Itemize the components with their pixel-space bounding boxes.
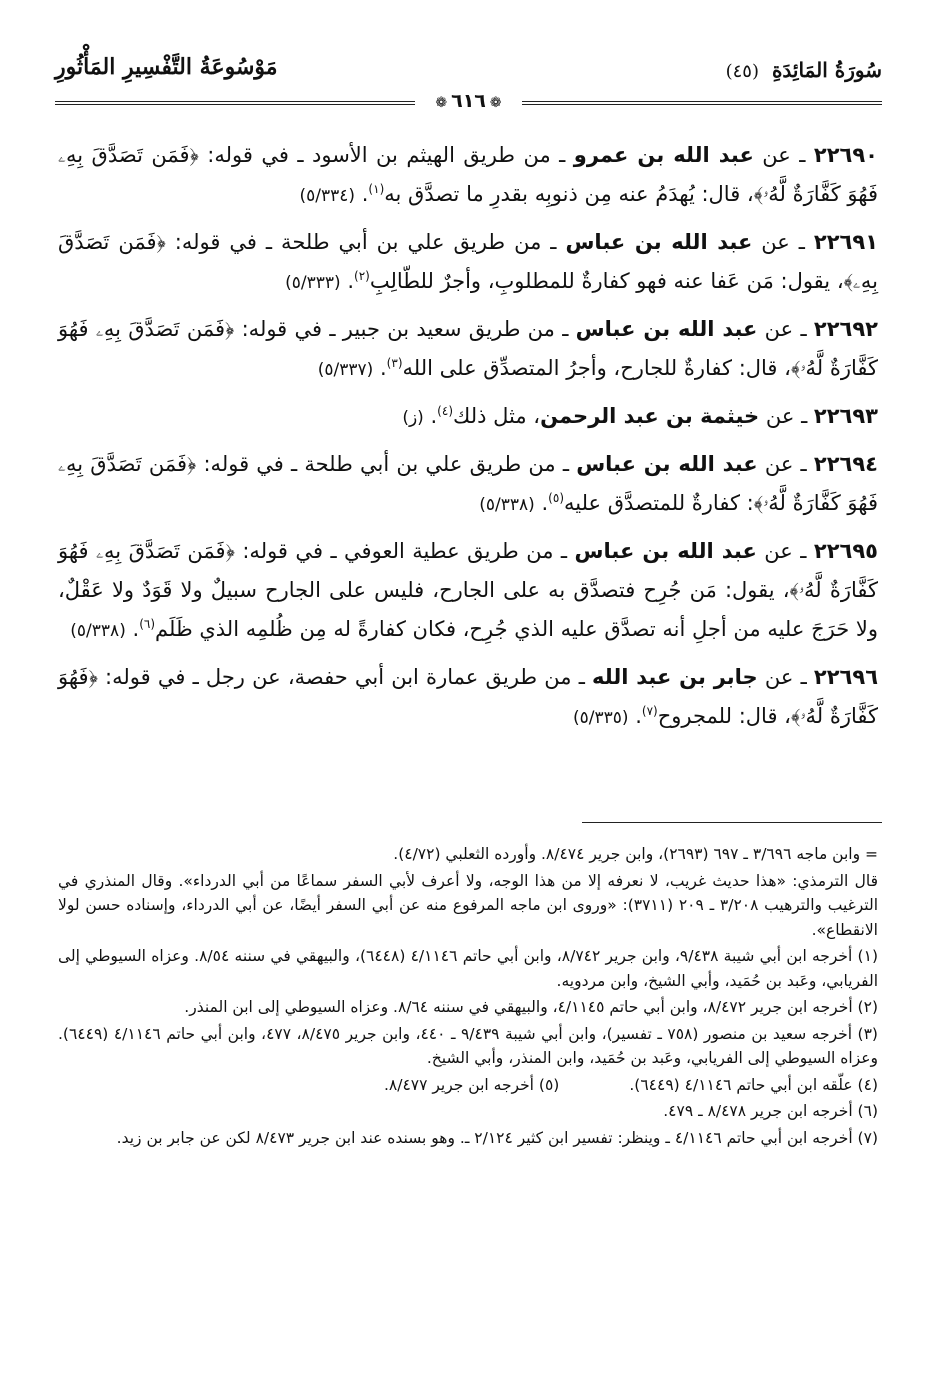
narration-entry: ٢٢٦٩٢ ـ عن عبد الله بن عباس ـ من طريق سعيد بن جبير ـ في قوله: ﴿فَمَن تَصَدَّقَ بِهِۦ فَهُوَ كَفَّارَةٌ لَّهُۥ﴾، قال: كفارةٌ للجارح، وأجرُ المتصدِّق على الله$^{(٣)}$. (٥/٣٣٧) <box>58 317 878 380</box>
narration-entry: ٢٢٦٩١ ـ عن عبد الله بن عباس ـ من طريق علي بن أبي طلحة ـ في قوله: ﴿فَمَن تَصَدَّقَ بِهِۦ﴾، يقول: مَن عَفا عنه فهو كفارةٌ للمطلوبِ، وأجرٌ للطّالِبِ$^{(٢)}$. (٥/٣٣٣) <box>58 230 879 293</box>
source-reference: (٥/٣٣٣) <box>285 273 341 293</box>
footnote: (٣) أخرجه سعيد بن منصور (٧٥٨ ـ تفسير)، وابن أبي شيبة ٩/٤٣٩ ـ ٤٤٠، وابن جرير ٨/٤٧٥، ٤٧٧، وابن أبي حاتم ٤/١١٤٦ (٦٤٤٩). وعزاه السيوطي إلى الفريابي، وعَبد بن حُمَيد، وابن المنذر، وأبي الشيخ. <box>58 1024 878 1067</box>
footnotes <box>58 842 878 1152</box>
source-reference: (ز) <box>402 408 424 428</box>
quran-quote: ﴿فَمَن تَصَدَّقَ بِهِۦ فَهُوَ كَفَّارَةٌ لَّهُۥ﴾ <box>58 539 878 602</box>
ornament-icon: ❁ <box>435 95 448 111</box>
narration-entry: ٢٢٦٩٣ ـ عن خيثمة بن عبد الرحمن، مثل ذلك$^{(٤)}$. (ز) <box>402 404 878 428</box>
book-title: مَوْسُوعَةُ التَّفْسِيرِ المَأْثُورِ <box>55 54 278 80</box>
quran-quote: ﴿فَمَن تَصَدَّقَ بِهِۦ فَهُوَ كَفَّارَةٌ لَّهُۥ﴾ <box>58 452 878 515</box>
source-reference: (٥/٣٣٥) <box>572 708 629 728</box>
footnote-marker: (٦) <box>139 617 156 631</box>
footnote: (١) أخرجه ابن أبي شيبة ٩/٤٣٨، وابن جرير ٨/٧٤٢، وابن أبي حاتم ٤/١١٤٦ (٦٤٤٨)، والبيهقي في سننه ٨/٥٤. وعزاه السيوطي إلى الفريابي، وعَبد بن حُمَيد، وأبي الشيخ، وابن مردويه. <box>58 947 878 990</box>
footnote-continuation: = وابن ماجه ٣/٦٩٦ ـ ٦٩٧ (٢٦٩٣)، وابن جرير ٨/٤٧٤. وأورده الثعلبي (٤/٧٢). <box>393 845 878 863</box>
verse-number: (٤٥) <box>725 61 759 82</box>
quran-quote: ﴿فَهُوَ كَفَّارَةٌ لَّهُۥ﴾ <box>58 665 878 728</box>
footnote: (٢) أخرجه ابن جرير ٨/٤٧٢، وابن أبي حاتم ٤/١١٤٥، والبيهقي في سننه ٨/٦٤. وعزاه السيوطي إلى ابن المنذر. <box>184 998 878 1016</box>
footnote-row <box>58 1073 878 1098</box>
source-reference: (٥/٣٣٤) <box>299 186 356 206</box>
footnote-marker: (٥) <box>548 491 564 505</box>
footnote-continuation: قال الترمذي: «هذا حديث غريب، لا نعرفه إلا من هذا الوجه، ولا أعرف لأبي السفر سماعًا من أبي الدرداء». وقال المنذري في الترغيب والترهيب ٣/٢٠٨ ـ ٢٠٩ (٣٧١١): «وروى ابن ماجه المرفوع منه عن أبي السفر أيضًا، عن أبي الدرداء، وإسناده حسن لولا الانقطاع». <box>58 871 878 939</box>
footnote: (٧) أخرجه ابن أبي حاتم ٤/١١٤٦ ـ وينظر: تفسير ابن كثير ٢/١٢٤ ـ. وهو بسنده عند ابن جرير ٨/٤٧٣ لكن عن جابر بن زيد. <box>116 1128 878 1147</box>
rule-line-left <box>55 101 415 105</box>
footnote-marker: (٢) <box>354 269 370 283</box>
footnote: (٥) أخرجه ابن جرير ٨/٤٧٧. <box>383 1075 560 1094</box>
surah-heading <box>726 58 882 82</box>
main-text <box>58 136 878 745</box>
narration-entry: ٢٢٦٩٦ ـ عن جابر بن عبد الله ـ من طريق عمارة ابن أبي حفصة، عن رجل ـ في قوله: ﴿فَهُوَ كَفَّارَةٌ لَّهُۥ﴾، قال: للمجروح$^{(٧)}$. (٥/٣٣٥) <box>58 665 879 728</box>
ornament-icon: ❁ <box>489 95 502 111</box>
quran-quote: ﴿فَمَن تَصَدَّقَ بِهِۦ فَهُوَ كَفَّارَةٌ لَّهُۥ﴾ <box>58 317 878 380</box>
footnote-separator <box>582 822 882 823</box>
footnote: (٦) أخرجه ابن جرير ٨/٤٧٨ ـ ٤٧٩. <box>663 1102 878 1120</box>
narration-entry: ٢٢٦٩٥ ـ عن عبد الله بن عباس ـ من طريق عطية العوفي ـ في قوله: ﴿فَمَن تَصَدَّقَ بِهِۦ فَهُوَ كَفَّارَةٌ لَّهُۥ﴾، يقول: مَن جُرِح فتصدَّق به على الجارح، فليس على الجارح سبيلٌ ولا قَوَدٌ ولا عَقْلٌ، ولا حَرَجَ عليه من أجلِ أنه تصدَّق عليه الذي جُرِح، فكان كفارةً له مِن ظُلمِه الذي ظَلَم$^{(٦)}$. (٥/٣٣٨) <box>58 539 878 641</box>
source-reference: (٥/٣٣٧) <box>317 360 374 380</box>
rule-line-right <box>522 101 882 105</box>
page-number: ❁٦١٦❁ <box>435 90 502 112</box>
narration-entry: ٢٢٦٩٠ ـ عن عبد الله بن عمرو ـ من طريق الهيثم بن الأسود ـ في قوله: ﴿فَمَن تَصَدَّقَ بِهِۦ فَهُوَ كَفَّارَةٌ لَّهُۥ﴾، قال: يُهدَمُ عنه مِن ذنوبِه بقدرِ ما تصدَّق به$^{(١)}$. (٥/٣٣٤) <box>58 143 878 206</box>
footnote-marker: (١) <box>368 182 385 196</box>
footnote: (٤) علّقه ابن أبي حاتم ٤/١١٤٦ (٦٤٤٩). <box>629 1075 878 1094</box>
surah-name: سُورَةُ المَائِدَةِ <box>771 58 882 82</box>
footnote-marker: (٣) <box>386 356 403 370</box>
source-reference: (٥/٣٣٨) <box>70 621 126 641</box>
quran-quote: ﴿فَمَن تَصَدَّقَ بِهِۦ﴾ <box>58 230 878 293</box>
narration-entry: ٢٢٦٩٤ ـ عن عبد الله بن عباس ـ من طريق علي بن أبي طلحة ـ في قوله: ﴿فَمَن تَصَدَّقَ بِهِۦ فَهُوَ كَفَّارَةٌ لَّهُۥ﴾: كفارةٌ للمتصدَّق عليه$^{(٥)}$. (٥/٣٣٨) <box>58 452 878 515</box>
footnote-marker: (٤) <box>437 404 453 418</box>
quran-quote: ﴿فَمَن تَصَدَّقَ بِهِۦ فَهُوَ كَفَّارَةٌ لَّهُۥ﴾ <box>58 143 878 206</box>
footnote-marker: (٧) <box>641 704 658 718</box>
source-reference: (٥/٣٣٨) <box>479 495 535 515</box>
